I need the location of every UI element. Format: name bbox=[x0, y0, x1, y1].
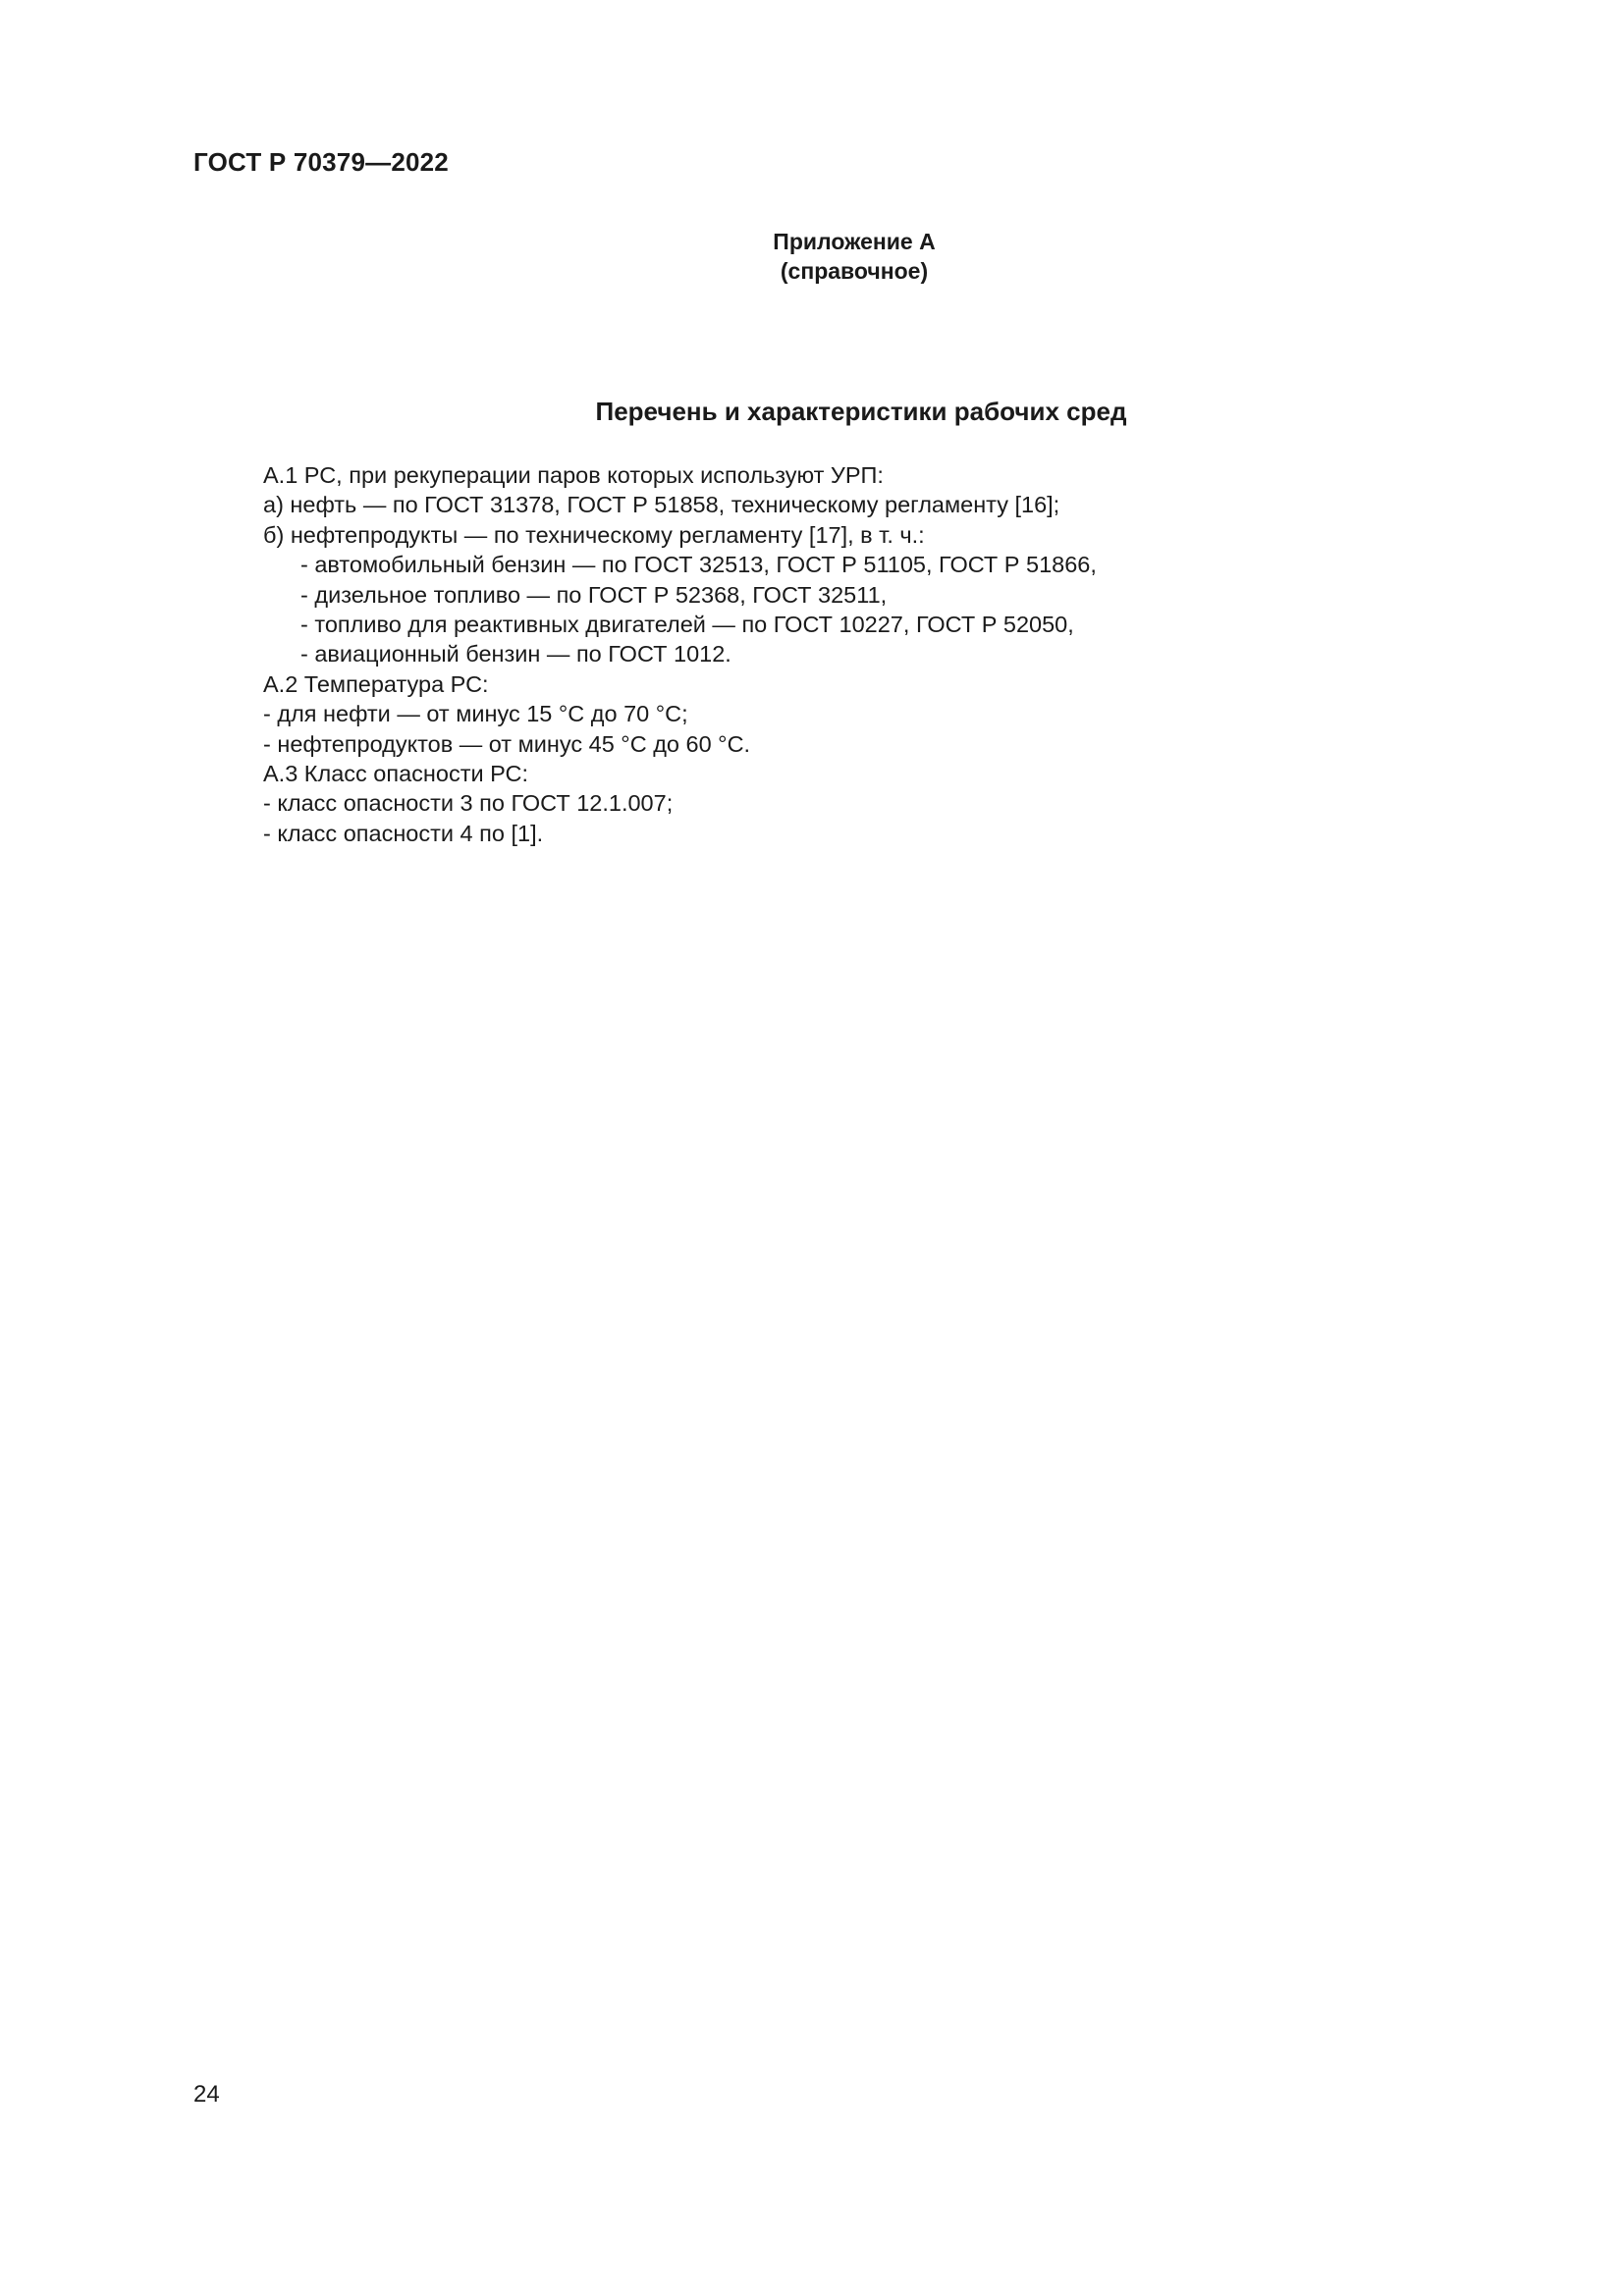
page-number: 24 bbox=[193, 2081, 220, 2108]
body-text bbox=[263, 460, 1392, 848]
sub-list-item: - автомобильный бензин — по ГОСТ 32513, ГОСТ Р 51105, ГОСТ Р 51866, bbox=[300, 552, 1097, 578]
appendix-title: Приложение А bbox=[773, 229, 936, 254]
document-code: ГОСТ Р 70379—2022 bbox=[193, 147, 449, 177]
text-line: А.3 Класс опасности РС: bbox=[263, 761, 529, 787]
sub-list-item: - топливо для реактивных двигателей — по ГОСТ 10227, ГОСТ Р 52050, bbox=[300, 612, 1074, 638]
list-item: - для нефти — от минус 15 °С до 70 °С; bbox=[263, 701, 688, 727]
list-item: а) нефть — по ГОСТ 31378, ГОСТ Р 51858, техническому регламенту [16]; bbox=[263, 492, 1060, 518]
appendix-heading bbox=[0, 227, 1624, 286]
text-line: А.1 РС, при рекуперации паров которых используют УРП: bbox=[263, 462, 884, 488]
text-line: А.2 Температура РС: bbox=[263, 670, 489, 697]
list-item: - класс опасности 4 по [1]. bbox=[263, 820, 544, 846]
section-title: Перечень и характеристики рабочих сред bbox=[595, 397, 1127, 426]
sub-list-item: - авиационный бензин — по ГОСТ 1012. bbox=[300, 641, 731, 667]
sub-list-item: - дизельное топливо — по ГОСТ Р 52368, ГОСТ 32511, bbox=[300, 581, 888, 608]
appendix-type: (справочное) bbox=[780, 258, 929, 284]
list-item: - класс опасности 3 по ГОСТ 12.1.007; bbox=[263, 790, 674, 817]
list-item: б) нефтепродукты — по техническому регламенту [17], в т. ч.: bbox=[263, 521, 925, 548]
list-item: - нефтепродуктов — от минус 45 °С до 60 °С. bbox=[263, 730, 751, 757]
